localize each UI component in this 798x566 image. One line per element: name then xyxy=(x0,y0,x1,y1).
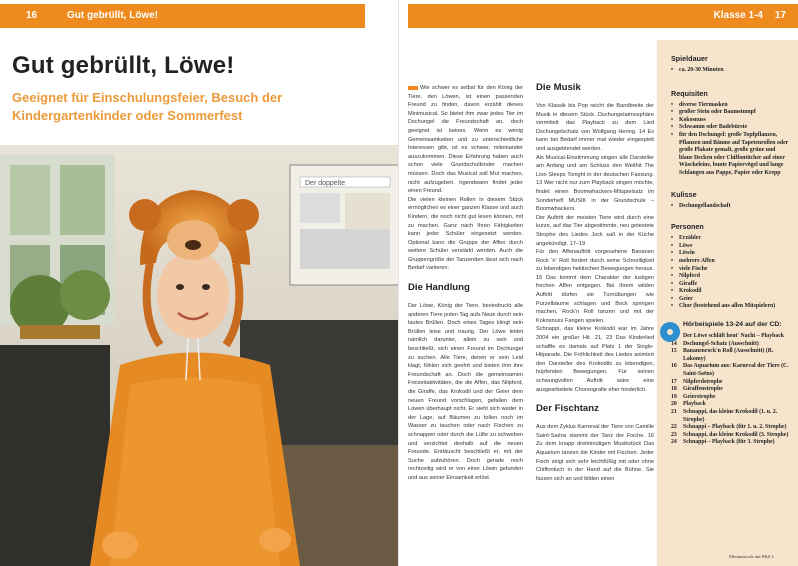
fish-dance-paragraph: Aus dem Zyklus Karneval der Tiere von Camille Saint-Saëns stammt der Tanz der Fische. 16 Zu dem knapp dreiminütigen Musikstück Das Aquarium tanzen die Kinder mit Fischen. Jeder Fisch zeigt sich sehr leichtfüßig mit oder ohne Chiffontuch in der Hand auf die Bühne. Sie fassen sich an und bilden einen xyxy=(536,424,654,482)
personen-heading: Personen xyxy=(671,222,704,232)
track-list xyxy=(671,333,790,447)
cd-icon xyxy=(659,321,681,343)
page-footer: Minimusicals mit P&S 2 xyxy=(729,554,774,559)
requisiten-heading: Requisiten xyxy=(671,88,708,98)
track-row: Der Löwe schläft heut' Nacht – Playback xyxy=(683,333,785,340)
track-row: 20 Playback xyxy=(671,401,706,408)
heading-musik: Die Musik xyxy=(536,82,581,93)
page-number-left: 16 xyxy=(26,10,38,21)
track-row: 23 Schnappi, das kleine Krokodil (3. Strophe) xyxy=(671,431,789,438)
list-item: • großer Stein oder Baumstumpf xyxy=(671,109,790,117)
page-number-right: 17 xyxy=(774,10,786,21)
list-item: • Chor (bestehend aus allen Mitspielern) xyxy=(671,303,790,311)
spieldauer-value: • ca. 20-30 Minuten xyxy=(671,67,790,75)
requisiten-list xyxy=(671,102,790,178)
track-row: 19 Geierstrophe xyxy=(671,393,716,400)
list-item: • Löwe xyxy=(671,243,790,251)
music-paragraph-4: Für den Affenauftritt vorgesehene Bananen Rock 'n' Roll fordert durch seine Schnelligkeit zu lebendigen hektischen Bewegungen heraus. 15 Das kommt dem Charakter der lustigen frechen Affen entgegen. Bei Ihrem wilden Auftritt dürfen sie Turnübungen wie Purzelbäume schlagen und Bock springen machen, Rock'n Roll tanzen und mit der Kokosnuss Fangen spielen. xyxy=(536,249,654,324)
page-subtitle: Geeignet für Einschulungsfeier, Besuch der Kindergartenkinder oder Sommerfest xyxy=(12,90,283,123)
list-item: • Kokosnuss xyxy=(671,117,790,125)
list-item: • viele Fische xyxy=(671,266,790,274)
music-paragraph-3: Der Auftritt der meisten Tiere wird durch eine kurze, auf das Tier abgestimmte, neu getextete Strophe des Liedes Jock saß in der Küche angekündigt. 17–19 xyxy=(536,214,654,247)
track-row: 17 Nilpferdstrophe xyxy=(671,378,723,385)
track-row: 14 Dschungel-Schatz (Ausschnitt) xyxy=(671,340,759,347)
heading-handlung: Die Handlung xyxy=(408,282,470,294)
list-item: • mehrere Affen xyxy=(671,258,790,266)
header-title-left: Gut gebrüllt, Löwe! xyxy=(67,10,159,21)
track-row: 21 Schnappi, das kleine Krokodil (1. u. 2. Strophe) xyxy=(671,409,778,423)
music-paragraph-1: Von Klassik bis Pop reicht die Bandbreite der Musik in diesem Stück. Dschungelatmosphäre vermittelt das Playback zu dem Lied Dschungelschatz von Wolfgang Hering. 14 Es kann bei Bedarf immer mal wieder eingespielt und ausgeblendet werden. xyxy=(536,103,654,152)
personen-list xyxy=(671,235,790,311)
kulisse-heading: Kulisse xyxy=(671,189,697,199)
roles-paragraph: Die vielen kleinen Rollen in diesem Stück ermöglichen es einer ganzen Klasse und auch Kindern, die noch nicht gut lesen können, mit zu machen. Ganz nach Ihren Fähigkeiten kann jeder Schüler eingesetzt werden. Optional kann die Gruppe der Affen durch weitere Schüler verstärkt werden. Auch die Gruppengröße der Tanzenden lässt sich nach Bedarf variieren. xyxy=(408,196,523,272)
intro-paragraph: Wie schwer es selbst für den König der Tiere, den Löwen, ist einen passenden Freund zu finden, davon erzählt dieses Minimusical. So bietet ihm zwar jedes Tier im Dschungel die Freundschaft an, doch geeignet ist keines. Wenn es wenig Gemeinsamkeiten und zu unterschiedliche Interessen gibt, ist es schwer, miteinander auszukommen. Diese Erfahrung haben auch schon viele Grundschulkinder machen müssen. Doch das Musical soll Mut machen, nicht aufzugeben. Irgendwann findet jeder einen Freund. xyxy=(408,85,523,195)
list-item: • Dschungellandschaft xyxy=(671,203,790,211)
list-item: • Geier xyxy=(671,296,790,304)
track-row: 22 Schnappi – Playback (für 1. u. 2. Strophe) xyxy=(671,424,787,431)
list-item: • Giraffe xyxy=(671,281,790,289)
list-item: • für den Dschungel: große Topfpflanzen, Pflanzen und Bäume auf Tapetenrollen oder große Plakate gemalt, große grüne und blaue Decken oder Chiffontücher auf einer Wäscheleine, bunte Papiervögel und lange Schlangen aus Pappe, Papier oder Krepp xyxy=(671,132,790,178)
right-header-bar xyxy=(408,4,798,28)
lion-costume-photo xyxy=(0,145,399,566)
list-item: • Schwamm oder Badebürste xyxy=(671,124,790,132)
orange-marker xyxy=(408,86,418,90)
page-title: Gut gebrüllt, Löwe! xyxy=(12,52,235,79)
track-row: 15 Bananenrock'n Roll (Ausschnitt) (R. Lakomy) xyxy=(671,348,774,362)
spieldauer-heading: Spieldauer xyxy=(671,54,708,63)
kulisse-list xyxy=(671,203,790,211)
plot-paragraph: Der Löwe, König der Tiere, beeindruckt alle anderen Tiere jeden Tag aufs Neue durch sein lautes Brüllen. Doch eines Tages klingt sein Brüllen leise und traurig. Der Löwe leidet nämlich darunter, allein zu sein und beschließt, sich einen Freund im Dschungel zu suchen. Alle Tiere, denen er sein Leid klagt, fühlen sich geehrt und bieten ihm ihre Freundschaft an. Doch die gemeinsamen Freizeitaktivitäten, die die Affen, das Nilpferd, die Giraffe, das Krokodil und der Geier dem neuen Freund vorschlagen, gefallen dem Löwen überhaupt nicht. Er sieht sich weder in der Lage, auf Bäumen zu tollen noch im Wasser zu tauchen oder nach Fischen zu schnappen oder durch die Lüfte zu schweben und verzichtet deshalb auf die neuen Freunde. Enttäuscht beschließt er, mit der Suche aufzuhören. Doch gerade noch rechtzeitig wird er von einer Löwin gefunden und aus seiner Einsamkeit erlöst. xyxy=(408,303,523,481)
music-paragraph-2: Als Musical-Einstimmung singen alle Darsteller am Anfang und am Schluss den Welthit The Lion Sleeps Tonight in der deutschen Fassung. 13 Wer nicht nur zum Playback singen möchte, findet einen Boomwhackers-Mitspielsatz im Sonderheft MUSIK in der Grundschule – Boomwhackers. xyxy=(536,154,654,213)
photo-sign-text: Der doppelte xyxy=(305,180,346,187)
cd-heading: Hörbeispiele 13-24 auf der CD: xyxy=(683,321,782,329)
track-row: 18 Giraffenstrophe xyxy=(671,386,723,393)
info-sidebar xyxy=(657,40,798,566)
music-paragraph-5: Schnappi, das kleine Krokodil war im Jahre 2004 ein großer Hit. 21, 23 Das Kinderlied schaffte es damals auf Platz 1 der Single-Hitparade. Die Fröhlichkeit des Liedes animiert den Darsteller des Krokodils zu lebendigen, hüpfenden Bewegungen. Für seinen schwungvollen Auftritt wäre eine ausgearbeitete Choreografie eher hinderlich. xyxy=(536,326,654,393)
header-title-right: Klasse 1-4 xyxy=(713,10,763,21)
cd-section xyxy=(671,321,790,447)
list-item: • Erzähler xyxy=(671,235,790,243)
left-header-bar xyxy=(0,4,365,28)
list-item: • diverse Tiermasken xyxy=(671,102,790,110)
text-column-2 xyxy=(536,82,654,483)
right-page xyxy=(399,0,798,566)
track-row: 16 Das Aquarium aus: Karneval der Tiere (C. Saint-Saëns) xyxy=(671,363,789,378)
track-row: 24 Schnappi – Playback (für 3. Strophe) xyxy=(671,439,775,446)
heading-fischtanz: Der Fischtanz xyxy=(536,403,599,415)
list-item: • Nilpferd xyxy=(671,273,790,281)
text-column-1 xyxy=(408,84,523,483)
list-item: • Löwin xyxy=(671,250,790,258)
list-item: • Krokodil xyxy=(671,288,790,296)
